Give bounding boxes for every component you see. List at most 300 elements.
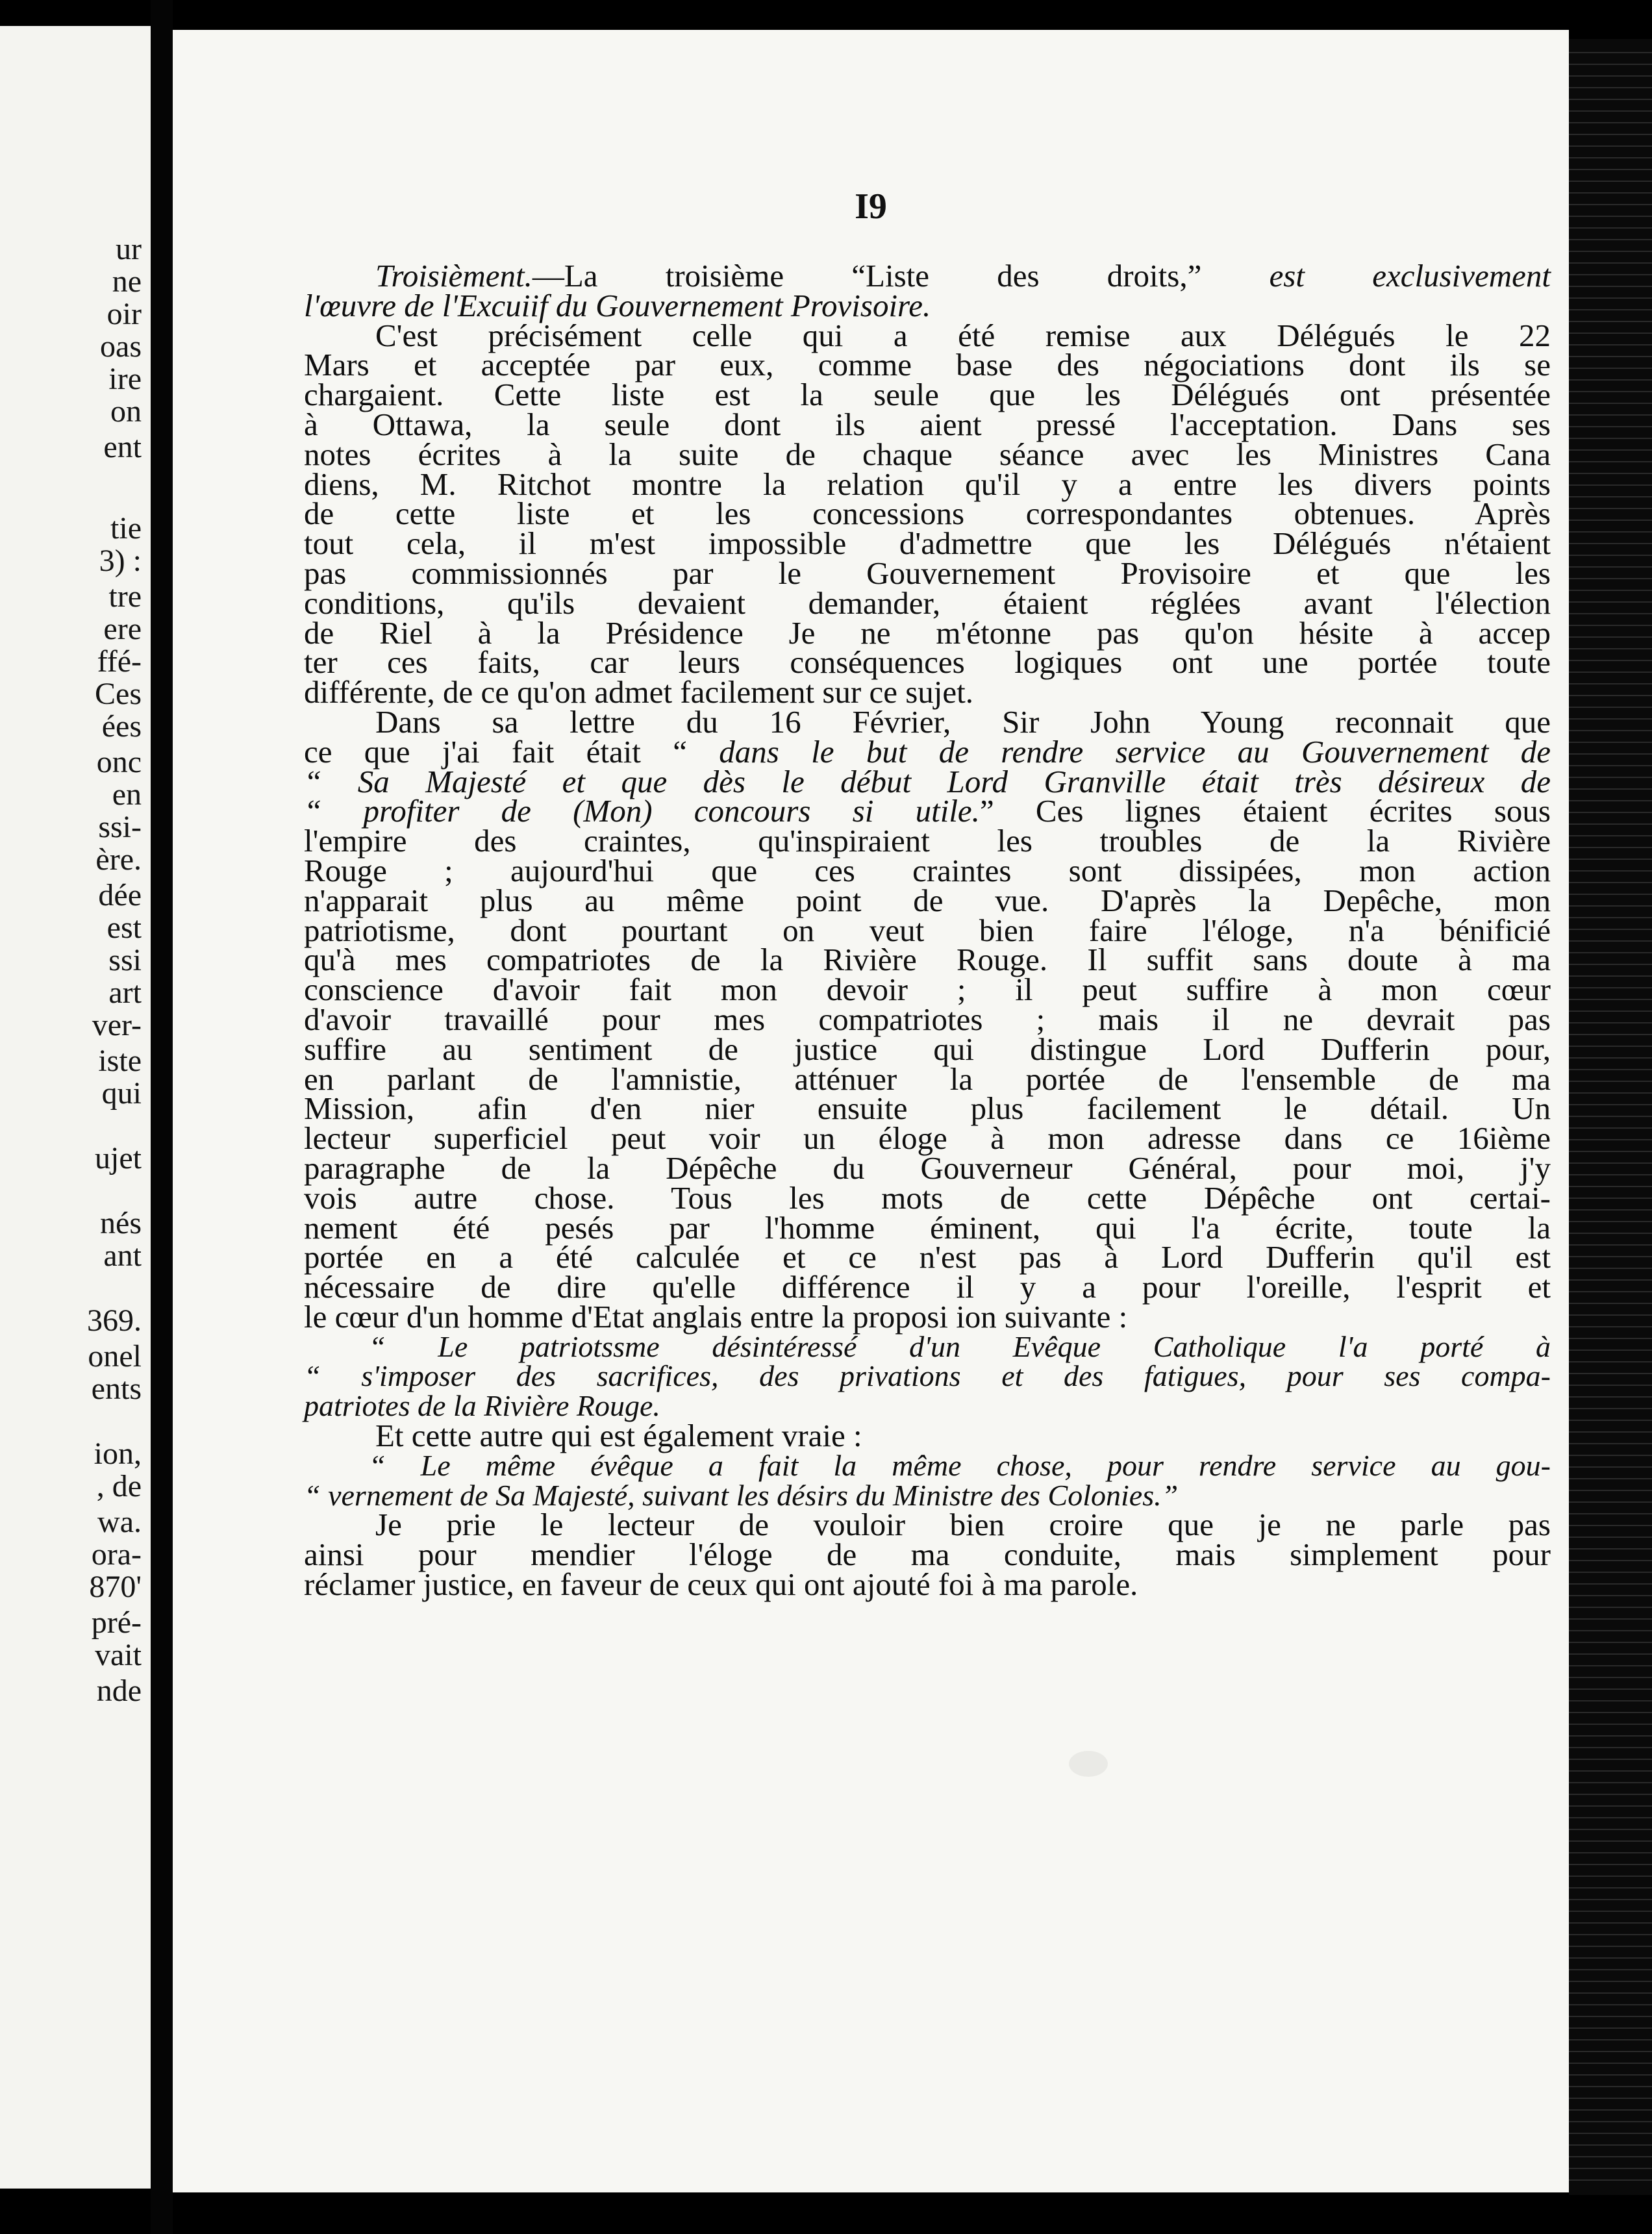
facing-page-fragment: vait [95, 1638, 142, 1672]
page-edge-line [1569, 777, 1652, 778]
page-edge-line [1569, 952, 1652, 953]
page-edge-line [1569, 321, 1652, 322]
page-edge-line [1569, 1443, 1652, 1444]
page-edge-line [1569, 1747, 1652, 1748]
page-edge-line [1569, 894, 1652, 895]
page-edge-line [1569, 601, 1652, 603]
page-edge-line [1569, 1490, 1652, 1491]
text-run: lecteur superficiel peut voir un éloge à mon adresse dans ce 16ième [304, 1120, 1551, 1157]
page-edge-line [1569, 882, 1652, 883]
text-run: “ profiter de (Mon) concours si utile. [304, 793, 980, 829]
text-run: tout cela, il m'est impossible d'admettre que les Délégués n'étaient [304, 525, 1551, 562]
page-edge-line [1569, 286, 1652, 287]
page-edge-line [1569, 1291, 1652, 1292]
page-edge-line [1569, 1209, 1652, 1211]
page-edge-line [1569, 1022, 1652, 1023]
page-edge-line [1569, 1770, 1652, 1772]
text-run: réclamer justice, en faveur de ceux qui ont ajouté foi à ma parole. [304, 1566, 1138, 1603]
page-edge-line [1569, 1408, 1652, 1409]
paragraph [304, 703, 1551, 1335]
text-line [304, 852, 1551, 888]
quotation [304, 1329, 1551, 1423]
page-edge-line [1569, 718, 1652, 720]
text-line [304, 674, 1551, 710]
text-run: portée en a été calculée et ce n'est pas à Lord Dufferin qu'il est [304, 1239, 1551, 1275]
text-run: —La troisième “Liste des droits,” [532, 258, 1270, 294]
text-run: paragraphe de la Dépêche du Gouverneur Général, pour moi, j'y [304, 1149, 1551, 1186]
quotation [304, 1448, 1551, 1512]
text-run: n'apparait plus au même point de vue. D'après la Depêche, mon [304, 882, 1551, 918]
page-edge-line [1569, 1338, 1652, 1339]
page-edge-line [1569, 835, 1652, 836]
text-line [304, 942, 1551, 978]
text-run: est exclusivement [1269, 258, 1551, 294]
page-edge-line [1569, 1420, 1652, 1421]
facing-page-margin [0, 26, 151, 2189]
page-edge-line [1569, 520, 1652, 521]
page-edge-line [1569, 1046, 1652, 1047]
page-edge-line [1569, 1314, 1652, 1316]
paragraph [304, 1507, 1551, 1603]
page-edge-line [1569, 590, 1652, 591]
facing-page-fragment: pré- [91, 1605, 142, 1640]
text-line [304, 1209, 1551, 1246]
page-edge-line [1569, 1303, 1652, 1304]
text-run: ainsi pour mendier l'éloge de ma conduite, mais simplement pour [304, 1537, 1551, 1573]
page-edge-line [1569, 1805, 1652, 1807]
page-edge-line [1569, 2098, 1652, 2099]
page-edge-line [1569, 940, 1652, 942]
text-run: “ s'imposer des sacrifices, des privations et des fatigues, pour ses compa- [304, 1359, 1551, 1393]
page-edge-line [1569, 1642, 1652, 1643]
page-edge-line [1569, 1688, 1652, 1690]
page-edge-line [1569, 1782, 1652, 1783]
text-run: notes écrites à la suite de chaque séance avec les Ministres Cana [304, 436, 1551, 472]
page-edge-line [1569, 297, 1652, 299]
page-edge-line [1569, 1630, 1652, 1631]
page-edge-line [1569, 1455, 1652, 1456]
page-edge-line [1569, 566, 1652, 568]
page-edge-line [1569, 122, 1652, 123]
text-run: “ Sa Majesté et que dès le début Lord Granville était très désireux de [304, 763, 1551, 799]
facing-page-fragment: 870' [89, 1570, 142, 1604]
text-line [304, 406, 1551, 442]
page-edge-line [1569, 87, 1652, 88]
page-edge-line [1569, 1174, 1652, 1175]
page-edge-line [1569, 2168, 1652, 2169]
page-edge-line [1569, 1712, 1652, 1713]
page-edge-line [1569, 1618, 1652, 1620]
page-edge-line [1569, 251, 1652, 252]
page-edge-line [1569, 636, 1652, 638]
page-text [304, 258, 1551, 1603]
facing-page-fragment: ne [112, 264, 142, 299]
page-edge-line [1569, 1326, 1652, 1327]
facing-page-fragment: onc [96, 745, 142, 779]
page-edge-line [1569, 192, 1652, 194]
facing-page-fragment: ffé- [97, 644, 142, 679]
text-run: vois autre chose. Tous les mots de cette Dépêche ont certai- [304, 1179, 1551, 1216]
page-edge-line [1569, 1759, 1652, 1760]
page-edge-line [1569, 438, 1652, 439]
page-edge-line [1569, 999, 1652, 1000]
facing-page-fragment: oir [106, 297, 142, 331]
page-edge-line [1569, 1198, 1652, 1199]
page-edge-line [1569, 2179, 1652, 2181]
facing-page-fragment: ere [103, 612, 142, 646]
text-line [304, 1120, 1551, 1157]
page-edge-line [1569, 1162, 1652, 1164]
text-line [304, 882, 1551, 918]
page-edge-line [1569, 1069, 1652, 1070]
page-edge-line [1569, 449, 1652, 451]
text-line [304, 1031, 1551, 1067]
text-run: dans le but de rendre service au Gouvernement de [719, 733, 1551, 770]
text-line [304, 733, 1551, 770]
text-line [304, 1391, 1551, 1421]
text-run: conscience d'avoir fait mon devoir ; il peut suffire à mon cœur [304, 972, 1551, 1008]
text-run: de Riel à la Présidence Je ne m'étonne pas qu'on hésite à accep [304, 614, 1551, 651]
text-run: patriotes de la Rivière Rouge. [304, 1389, 660, 1423]
text-run: de cette liste et les concessions correspondantes obtenues. Après [304, 496, 1551, 532]
text-line [304, 912, 1551, 948]
text-run: diens, M. Ritchot montre la relation qu'il y a entre les divers points [304, 466, 1551, 502]
page-edge-line [1569, 531, 1652, 533]
text-line [304, 1537, 1551, 1573]
text-line [304, 703, 1551, 740]
page-edge-line [1569, 1233, 1652, 1234]
page-edge-line [1569, 344, 1652, 345]
page-edge-line [1569, 145, 1652, 147]
text-run: en parlant de l'amnistie, atténuer la portée de l'ensemble de ma [304, 1061, 1551, 1097]
text-run: qu'à mes compatriotes de la Rivière Rouge. Il suffit sans doute à ma [304, 942, 1551, 978]
paragraph [304, 258, 1551, 323]
text-run: Mission, afin d'en nier ensuite plus facilement le détail. Un [304, 1090, 1551, 1127]
page-edge-line [1569, 1934, 1652, 1935]
text-line [304, 1566, 1551, 1603]
text-line [304, 1418, 1551, 1454]
page-edge-line [1569, 2109, 1652, 2111]
facing-page-fragment: , de [96, 1469, 142, 1503]
page-edge-line [1569, 695, 1652, 696]
page-edge-line [1569, 1361, 1652, 1362]
text-line [304, 1507, 1551, 1543]
facing-page-fragment: nde [96, 1674, 142, 1708]
page-edge-line [1569, 929, 1652, 930]
page-edge-line [1569, 543, 1652, 544]
page-edge-line [1569, 2074, 1652, 2076]
page-edge-line [1569, 1268, 1652, 1269]
facing-page-fragment: on [110, 394, 142, 429]
page-edge-line [1569, 64, 1652, 65]
page-edge-line [1569, 426, 1652, 427]
page-edge-line [1569, 1864, 1652, 1865]
page-edge-line [1569, 870, 1652, 872]
page-edge-line [1569, 368, 1652, 369]
text-line [304, 1269, 1551, 1305]
page-edge-line [1569, 2121, 1652, 2122]
text-run: l'œuvre de l'Excuiif du Gouvernement Provisoire. [304, 287, 931, 323]
facing-page-fragment: ent [103, 430, 142, 464]
page-edge-line [1569, 1092, 1652, 1094]
text-run: “ Le patriotssme désintéressé d'un Evêque Catholique l'a porté à [369, 1329, 1551, 1363]
text-run: d'avoir travaillé pour mes compatriotes ; mais il ne devrait pas [304, 1001, 1551, 1037]
facing-page-fragment: ion, [94, 1437, 142, 1471]
page-edge-line [1569, 1513, 1652, 1514]
page-edge-line [1569, 859, 1652, 860]
text-line [304, 525, 1551, 562]
text-run: C'est précisément celle qui a été remise aux Délégués le 22 [375, 317, 1551, 353]
page-edge-line [1569, 1572, 1652, 1573]
page-edge-line [1569, 800, 1652, 801]
facing-page-fragment: ujet [95, 1141, 142, 1175]
page-edge-line [1569, 707, 1652, 708]
page-edge-line [1569, 1279, 1652, 1281]
page-edge-line [1569, 2086, 1652, 2087]
facing-page-fragment: nés [100, 1206, 142, 1240]
text-line [304, 1149, 1551, 1186]
page-edge-line [1569, 1396, 1652, 1398]
facing-page-fragment: en [112, 777, 142, 812]
text-run: Dans sa lettre du 16 Février, Sir John Young reconnait que [375, 703, 1551, 740]
text-run: pas commissionnés par le Gouvernement Provisoire et que les [304, 555, 1551, 591]
page-edge-line [1569, 1373, 1652, 1374]
page-edge-line [1569, 1010, 1652, 1012]
page-edge-line [1569, 262, 1652, 264]
text-line [304, 258, 1551, 294]
page-edge-line [1569, 1969, 1652, 1970]
page-stack-edge [1569, 39, 1652, 2195]
page-edge-line [1569, 1256, 1652, 1257]
page-edge-line [1569, 1116, 1652, 1117]
page-edge-line [1569, 1899, 1652, 1900]
page-edge-line [1569, 823, 1652, 825]
text-line [304, 377, 1551, 413]
facing-page-fragment: ssi [108, 943, 142, 977]
text-line [304, 644, 1551, 681]
page-edge-line [1569, 2027, 1652, 2029]
facing-page-fragment: oas [100, 329, 142, 364]
text-run: ” Ces lignes étaient écrites sous [979, 793, 1551, 829]
page-edge-line [1569, 1946, 1652, 1947]
page-edge-line [1569, 1887, 1652, 1889]
page-edge-line [1569, 1876, 1652, 1877]
page-edge-line [1569, 157, 1652, 158]
text-line [304, 1239, 1551, 1275]
facing-page-fragment: dée [98, 878, 142, 912]
page-edge-line [1569, 1700, 1652, 1701]
paragraph [304, 1418, 1551, 1454]
page-edge-line [1569, 75, 1652, 77]
page-edge-line [1569, 788, 1652, 790]
page-edge-line [1569, 613, 1652, 614]
facing-page-fragment: tie [110, 511, 142, 546]
page-edge-line [1569, 905, 1652, 907]
page-edge-line [1569, 1911, 1652, 1912]
facing-page-fragment: ora- [91, 1537, 142, 1572]
text-run: ter ces faits, car leurs conséquences logiques ont une portée toute [304, 644, 1551, 681]
page-edge-line [1569, 683, 1652, 684]
page-edge-line [1569, 216, 1652, 217]
facing-page-fragment: ées [101, 709, 142, 744]
facing-page-fragment: qui [101, 1076, 142, 1111]
page-edge-line [1569, 1665, 1652, 1666]
page-number: I9 [855, 186, 887, 227]
page-edge-line [1569, 742, 1652, 743]
text-line [304, 496, 1551, 532]
facing-page-fragment: iste [98, 1044, 142, 1078]
facing-page-fragment: ver- [92, 1008, 142, 1042]
page-edge-line [1569, 1478, 1652, 1479]
page-edge-line [1569, 671, 1652, 673]
page-edge-line [1569, 917, 1652, 918]
text-run: Je prie le lecteur de vouloir bien croire que je ne parle pas [375, 1507, 1551, 1543]
page-edge-line [1569, 1560, 1652, 1561]
page-edge-line [1569, 484, 1652, 486]
page-edge-line [1569, 555, 1652, 556]
facing-page-fragment: ire [108, 362, 142, 396]
facing-page-fragment: ur [116, 232, 142, 266]
page-edge-line [1569, 1466, 1652, 1468]
page-edge-line [1569, 508, 1652, 509]
page-edge-line [1569, 1981, 1652, 1982]
page-edge-line [1569, 1186, 1652, 1187]
page-edge-line [1569, 52, 1652, 53]
page-edge-line [1569, 1034, 1652, 1035]
page-edge-line [1569, 356, 1652, 357]
page-edge-line [1569, 379, 1652, 381]
facing-page-fragment: ère. [95, 842, 142, 877]
text-run: à Ottawa, la seule dont ils aient pressé l'acceptation. Dans ses [304, 406, 1551, 442]
page-edge-line [1569, 2156, 1652, 2157]
page-edge-line [1569, 1992, 1652, 1994]
facing-page-fragment: wa. [97, 1505, 142, 1539]
text-line [304, 1001, 1551, 1037]
page-edge-line [1569, 1501, 1652, 1503]
page-edge-line [1569, 1653, 1652, 1655]
text-run: Troisièment. [375, 258, 532, 294]
page-edge-line [1569, 1525, 1652, 1526]
facing-page-fragment: ant [103, 1238, 142, 1273]
page-edge-line [1569, 765, 1652, 766]
page-edge-line [1569, 274, 1652, 275]
facing-page-fragment: art [108, 975, 142, 1010]
page-edge-line [1569, 2016, 1652, 2017]
text-run: Rouge ; aujourd'hui que ces craintes sont dissipées, mon action [304, 852, 1551, 888]
page-edge-line [1569, 987, 1652, 988]
page-edge-line [1569, 461, 1652, 462]
page-edge-line [1569, 2004, 1652, 2005]
page-edge-line [1569, 1548, 1652, 1550]
page-edge-line [1569, 1724, 1652, 1725]
page-edge-line [1569, 1735, 1652, 1737]
page-edge-line [1569, 2133, 1652, 2134]
page-edge-line [1569, 309, 1652, 310]
page-edge-line [1569, 964, 1652, 965]
page-edge-line [1569, 99, 1652, 100]
text-run: Et cette autre qui est également vraie : [375, 1418, 862, 1454]
text-run: “ Le même évêque a fait la même chose, pour rendre service au gou- [369, 1448, 1551, 1482]
page-edge-line [1569, 1817, 1652, 1818]
text-line [304, 317, 1551, 353]
text-line [304, 1090, 1551, 1127]
page-edge-line [1569, 1221, 1652, 1222]
page-edge-line [1569, 110, 1652, 112]
text-line [304, 287, 1551, 323]
page-edge-line [1569, 2144, 1652, 2146]
page-edge-line [1569, 1794, 1652, 1795]
text-line [304, 347, 1551, 383]
text-line [304, 1478, 1551, 1512]
page-edge-line [1569, 414, 1652, 416]
text-run: nécessaire de dire qu'elle différence il y a pour l'oreille, l'esprit et [304, 1269, 1551, 1305]
text-line [304, 1179, 1551, 1216]
page-edge-line [1569, 227, 1652, 229]
page-edge-line [1569, 2051, 1652, 2052]
facing-page-fragment: est [106, 910, 142, 945]
text-run: nement été pesés par l'homme éminent, qui l'a écrite, toute la [304, 1209, 1551, 1246]
page-edge-line [1569, 812, 1652, 813]
paper-stain [1069, 1751, 1108, 1777]
text-line [304, 436, 1551, 472]
page-edge-line [1569, 181, 1652, 182]
text-line [304, 584, 1551, 621]
text-run: chargaient. Cette liste est la seule que les Délégués ont présentée [304, 377, 1551, 413]
text-run: différente, de ce qu'on admet facilement sur ce sujet. [304, 674, 974, 710]
paragraph [304, 317, 1551, 710]
facing-page-fragment: 369. [87, 1303, 142, 1338]
page-edge-line [1569, 1431, 1652, 1433]
facing-page-fragment: Ces [95, 677, 142, 711]
page-edge-line [1569, 1852, 1652, 1853]
text-line [304, 614, 1551, 651]
page-edge-line [1569, 333, 1652, 334]
page-edge-line [1569, 1537, 1652, 1538]
text-run: Mars et acceptée par eux, comme base des négociations dont ils se [304, 347, 1551, 383]
page-edge-line [1569, 1349, 1652, 1351]
page-edge-line [1569, 1595, 1652, 1596]
page-edge-line [1569, 1385, 1652, 1386]
text-run: l'empire des craintes, qu'inspiraient les troubles de la Rivière [304, 823, 1551, 859]
text-run: le cœur d'un homme d'Etat anglais entre la proposi ion suivante : [304, 1298, 1128, 1335]
page-edge-line [1569, 1244, 1652, 1246]
text-line [304, 1361, 1551, 1391]
page-edge-line [1569, 847, 1652, 848]
page-edge-line [1569, 730, 1652, 731]
page-edge-line [1569, 239, 1652, 240]
text-line [304, 763, 1551, 799]
page-edge-line [1569, 1139, 1652, 1140]
page-edge-line [1569, 975, 1652, 977]
text-line [304, 972, 1551, 1008]
book-gutter [151, 0, 173, 2234]
page-edge-line [1569, 648, 1652, 649]
text-run: suffire au sentiment de justice qui distingue Lord Dufferin pour, [304, 1031, 1551, 1067]
facing-page-fragment: tre [108, 579, 142, 614]
page-edge-line [1569, 1081, 1652, 1082]
page-edge-line [1569, 134, 1652, 135]
book-page [173, 30, 1569, 2192]
text-run: conditions, qu'ils devaient demander, étaient réglées avant l'élection [304, 584, 1551, 621]
page-edge-line [1569, 1677, 1652, 1678]
page-edge-line [1569, 578, 1652, 579]
text-line [304, 793, 1551, 829]
page-edge-line [1569, 660, 1652, 661]
facing-page-fragment: ssi- [98, 810, 142, 844]
page-edge-line [1569, 1829, 1652, 1830]
text-run: “ vernement de Sa Majesté, suivant les désirs du Ministre des Colonies.” [304, 1478, 1179, 1512]
facing-page-fragment: onel [88, 1339, 142, 1374]
